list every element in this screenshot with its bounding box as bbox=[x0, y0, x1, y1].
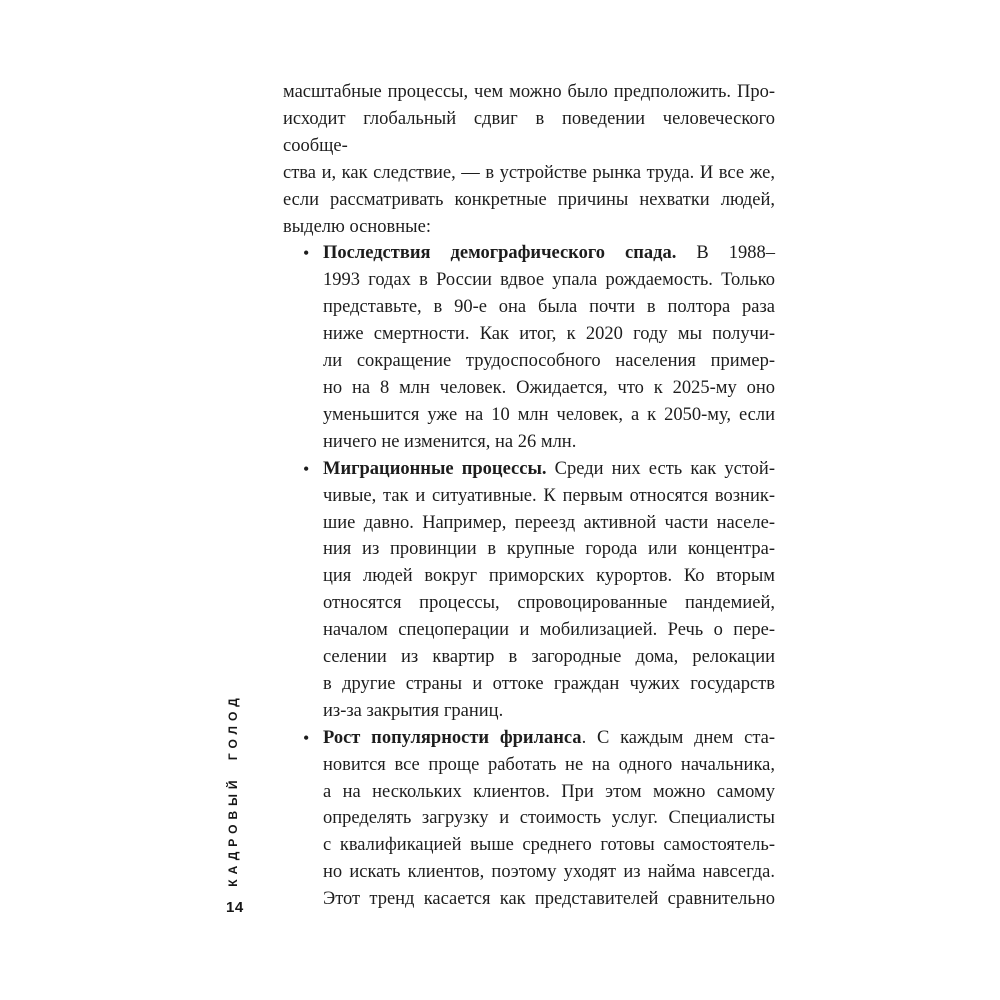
body-text: новится все проще работать не на одного начальника, bbox=[323, 754, 775, 775]
body-text: но на 8 млн человек. Ожидается, что к 2025-му оно bbox=[323, 377, 775, 398]
text-line bbox=[323, 725, 775, 752]
text-line bbox=[323, 375, 775, 402]
text-line bbox=[323, 240, 775, 267]
text-line bbox=[323, 563, 775, 590]
bullet-item bbox=[283, 456, 775, 725]
text-line bbox=[323, 805, 775, 832]
text-line bbox=[323, 483, 775, 510]
body-text: ства и, как следствие, — в устройстве рынка труда. И все же, bbox=[283, 162, 775, 183]
body-text: ли сокращение трудоспособного населения пример- bbox=[323, 351, 775, 372]
body-text: Среди них есть как устой- bbox=[546, 458, 775, 479]
bullet-lead-bold-text: Последствия демографического спада. bbox=[323, 243, 677, 264]
bullet-marker-icon: • bbox=[303, 458, 310, 479]
text-line bbox=[323, 321, 775, 348]
text-line bbox=[283, 214, 775, 241]
body-text: уменьшится уже на 10 млн человек, а к 2050-му, если bbox=[323, 404, 775, 425]
bullet-lead-bold-text: Миграционные процессы. bbox=[323, 458, 547, 479]
text-block bbox=[283, 79, 775, 913]
paragraph bbox=[283, 79, 775, 240]
text-line bbox=[323, 456, 775, 483]
page-number: 14 bbox=[226, 899, 244, 916]
body-text: а на нескольких клиентов. При этом можно самому bbox=[323, 781, 775, 802]
body-text: шие давно. Например, переезд активной части населе- bbox=[323, 512, 775, 533]
text-line bbox=[323, 510, 775, 537]
body-text: началом спецоперации и мобилизацией. Речь о пере- bbox=[323, 620, 775, 641]
text-line bbox=[323, 671, 775, 698]
bullet-item bbox=[283, 725, 775, 913]
body-text: чивые, так и ситуативные. К первым относятся возник- bbox=[323, 485, 775, 506]
text-line bbox=[323, 832, 775, 859]
body-text: относятся процессы, спровоцированные пандемией, bbox=[323, 593, 775, 614]
text-line bbox=[323, 859, 775, 886]
text-line bbox=[323, 779, 775, 806]
text-line bbox=[323, 886, 775, 913]
text-line bbox=[323, 402, 775, 429]
body-text: 1993 годах в России вдвое упала рождаемость. Только bbox=[323, 270, 775, 291]
body-text: если рассматривать конкретные причины нехватки людей, bbox=[283, 189, 775, 210]
body-text: из-за закрытия границ. bbox=[323, 700, 504, 721]
body-text: Этот тренд касается как представителей сравнительно bbox=[323, 889, 775, 910]
text-line bbox=[283, 106, 775, 160]
body-text: исходит глобальный сдвиг в поведении человеческого сообще- bbox=[283, 108, 775, 156]
text-line bbox=[283, 160, 775, 187]
body-text: селении из квартир в загородные дома, релокации bbox=[323, 647, 775, 668]
body-text: . С каждым днем ста- bbox=[581, 727, 775, 748]
body-text: с квалификацией выше среднего готовы самостоятель- bbox=[323, 835, 775, 856]
text-line bbox=[323, 348, 775, 375]
text-line bbox=[323, 644, 775, 671]
text-line bbox=[323, 752, 775, 779]
body-text: в другие страны и оттоке граждан чужих государств bbox=[323, 673, 775, 694]
body-text: определять загрузку и стоимость услуг. Специалисты bbox=[323, 808, 775, 829]
body-text: ничего не изменится, на 26 млн. bbox=[323, 431, 577, 452]
bullet-item bbox=[283, 240, 775, 455]
text-line bbox=[323, 590, 775, 617]
text-line bbox=[283, 187, 775, 214]
text-line bbox=[323, 617, 775, 644]
body-text: ция людей вокруг приморских курортов. Ко вторым bbox=[323, 566, 775, 587]
body-text: выделю основные: bbox=[283, 216, 431, 237]
text-line bbox=[323, 267, 775, 294]
book-title-vertical: КАДРОВЫЙ ГОЛОД bbox=[226, 693, 240, 887]
body-text: но искать клиентов, поэтому уходят из найма навсегда. bbox=[323, 862, 775, 883]
text-line bbox=[323, 429, 775, 456]
body-text: представьте, в 90-е она была почти в полтора раза bbox=[323, 297, 775, 318]
text-line bbox=[283, 79, 775, 106]
body-text: ния из провинции в крупные города или концентра- bbox=[323, 539, 775, 560]
body-text: масштабные процессы, чем можно было предположить. Про- bbox=[283, 82, 775, 102]
bullet-marker-icon: • bbox=[303, 727, 310, 748]
body-text: ниже смертности. Как итог, к 2020 году мы получи- bbox=[323, 324, 775, 345]
text-line bbox=[323, 698, 775, 725]
body-text: В 1988– bbox=[676, 243, 775, 264]
text-line bbox=[323, 536, 775, 563]
bullet-marker-icon: • bbox=[303, 243, 310, 264]
bullet-lead-bold-text: Рост популярности фриланса bbox=[323, 727, 582, 748]
text-line bbox=[323, 294, 775, 321]
